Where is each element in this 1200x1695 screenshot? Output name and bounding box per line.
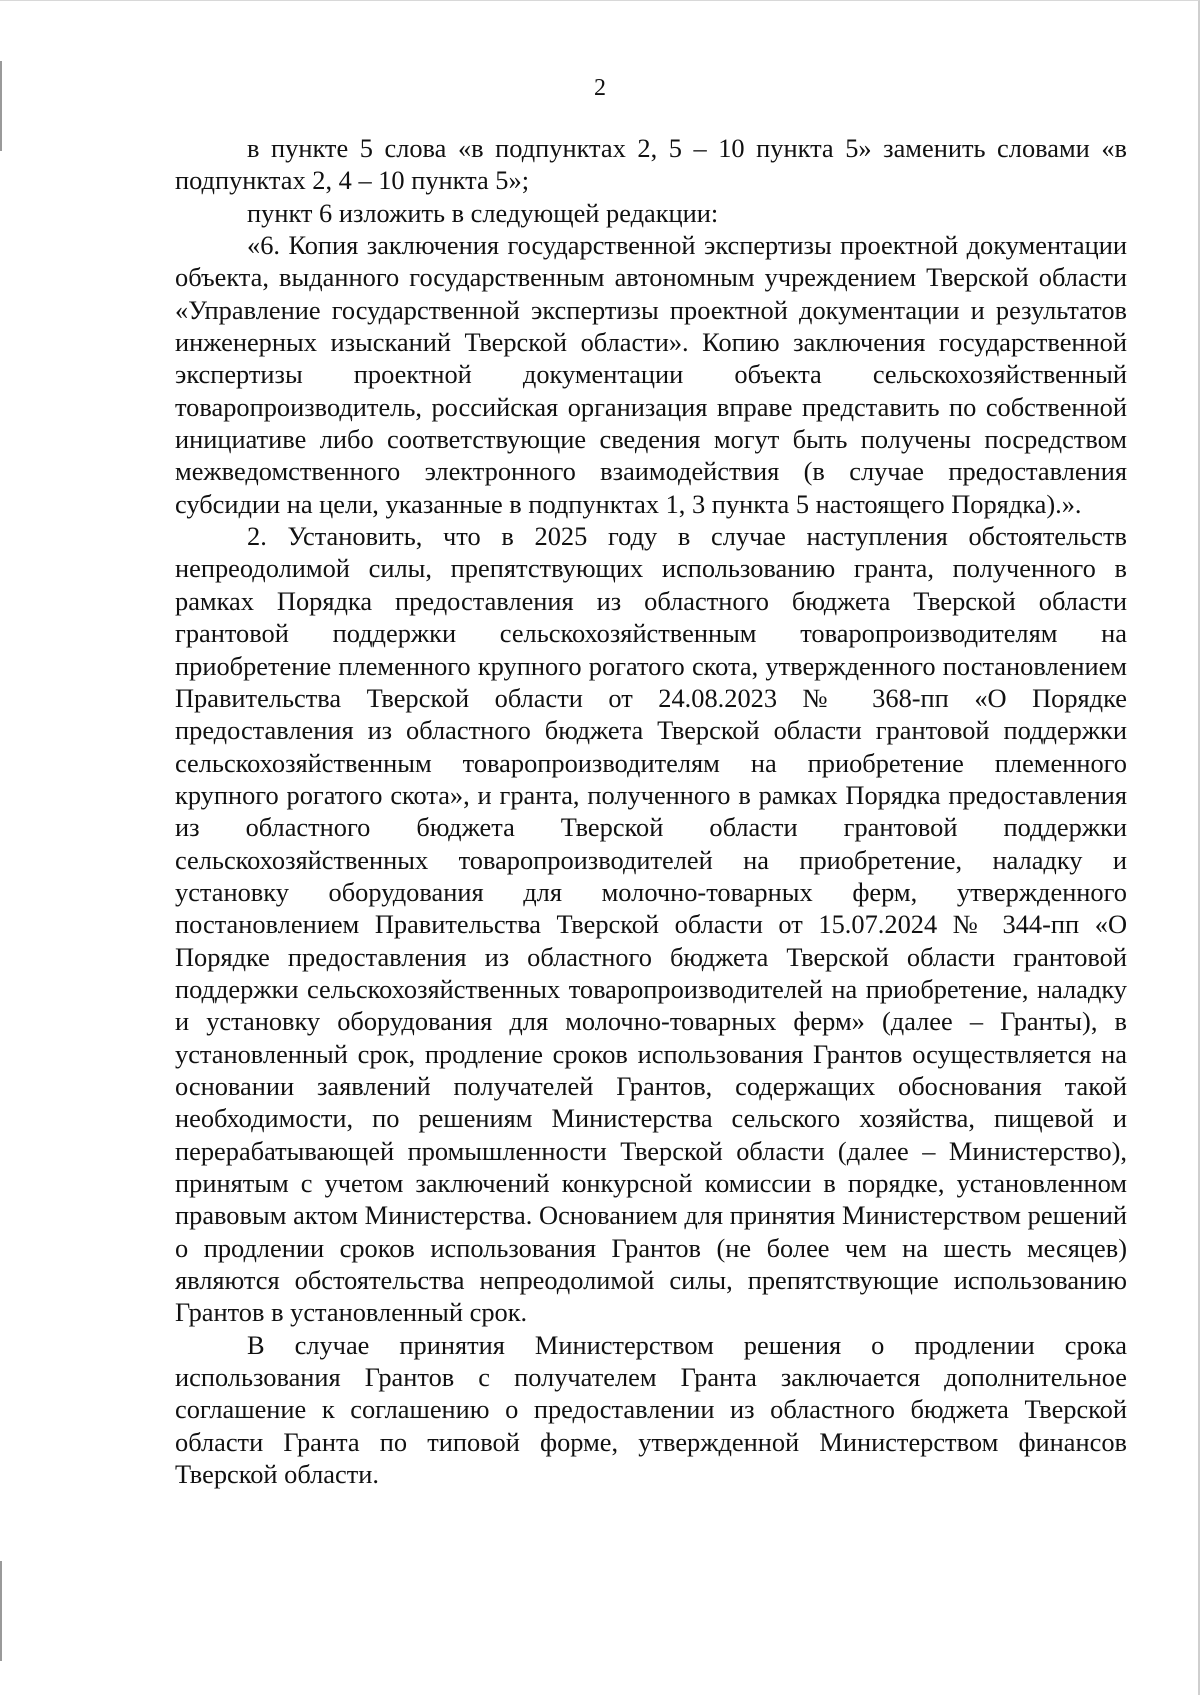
- document-body: [175, 132, 1127, 1490]
- paragraph-extension-agreement: В случае принятия Министерством решения о продлении срока использования Грантов с получателем Гранта заключается дополнительное соглашение к соглашению о предоставлении из областного бюджета Тверской области Гранта по типовой форме, утвержденной Министерством финансов Тверской области.: [175, 1329, 1127, 1490]
- paragraph-amendment-point-5: в пункте 5 слова «в подпунктах 2, 5 – 10 пункта 5» заменить словами «в подпунктах 2, 4 – 10 пункта 5»;: [175, 133, 1127, 196]
- paragraph-item-2: 2. Установить, что в 2025 году в случае наступления обстоятельств непреодолимой силы, препятствующих использованию гранта, полученного в рамках Порядка предоставления из областного бюджета Тверской области грантовой поддержки сельскохозяйственным товаропроизводителям на приобретение племенного крупного рогатого скота, утвержденного постановлением Правительства Тверской области от 24.08.2023 № 368-пп «О Порядке предоставления из областного бюджета Тверской области грантовой поддержки сельскохозяйственным товаропроизводителям на приобретение племенного крупного рогатого скота», и гранта, полученного в рамках Порядка предоставления из областного бюджета Тверской области грантовой поддержки сельскохозяйственных товаропроизводителей на приобретение, наладку и установку оборудования для молочно-товарных ферм, утвержденного постановлением Правительства Тверской области от 15.07.2024 № 344-пп «О Порядке предоставления из областного бюджета Тверской области грантовой поддержки сельскохозяйственных товаропроизводителей на приобретение, наладку и установку оборудования для молочно-товарных ферм» (далее – Гранты), в установленный срок, продление сроков использования Грантов осуществляется на основании заявлений получателей Грантов, содержащих обоснования такой необходимости, по решениям Министерства сельского хозяйства, пищевой и перерабатывающей промышленности Тверской области (далее – Министерство), принятым с учетом заключений конкурсной комиссии в порядке, установленном правовым актом Министерства. Основанием для принятия Министерством решений о продлении сроков использования Грантов (не более чем на шесть месяцев) являются обстоятельства непреодолимой силы, препятствующие использованию Грантов в установленный срок.: [175, 521, 1127, 1328]
- paragraph-point-6-text: «6. Копия заключения государственной экспертизы проектной документации объекта, выданного государственным автономным учреждением Тверской области «Управление государственной экспертизы проектной документации и результатов инженерных изысканий Тверской области». Копию заключения государственной экспертизы проектной документации объекта сельскохозяйственный товаропроизводитель, российская организация вправе представить по собственной инициативе либо соответствующие сведения могут быть получены посредством межведомственного электронного взаимодействия (в случае предоставления субсидии на цели, указанные в подпунктах 1, 3 пункта 5 настоящего Порядка).».: [175, 230, 1127, 519]
- page-number: 2: [594, 75, 606, 101]
- paragraph-point-6-intro: пункт 6 изложить в следующей редакции:: [247, 197, 719, 228]
- scan-edge-mark: [0, 1561, 2, 1661]
